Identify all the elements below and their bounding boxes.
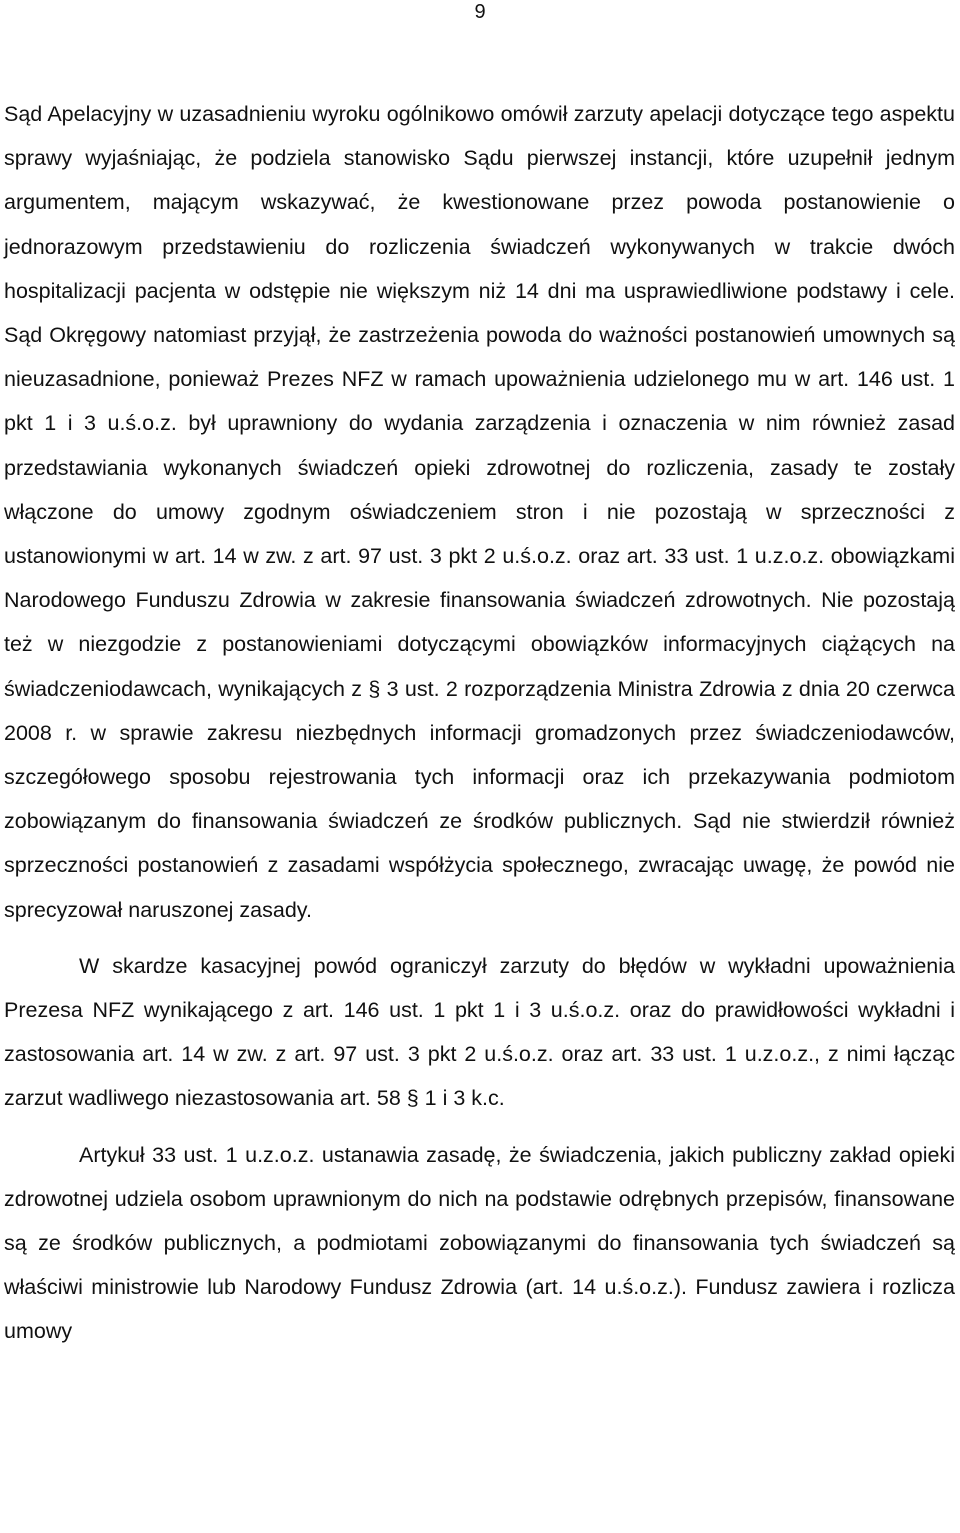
paragraph-gap [4,932,955,944]
page-number: 9 [474,1,486,23]
paragraph-2: W skardze kasacyjnej powód ograniczył zarzuty do błędów w wykładni upoważnienia Prezesa NFZ wynikającego z art. 146 ust. 1 pkt 1 i 3 u.ś.o.z. oraz do prawidłowości wykładni i zastosowania art. 14 w zw. z art. 97 ust. 3 pkt 2 u.ś.o.z. oraz art. 33 ust. 1 u.z.o.z., z nimi łącząc zarzut wadliwego niezastosowania art. 58 § 1 i 3 k.c. [4,953,955,1111]
document-body [4,92,955,1354]
paragraph-1: Sąd Apelacyjny w uzasadnieniu wyroku ogólnikowo omówił zarzuty apelacji dotyczące tego aspektu sprawy wyjaśniając, że podziela stanowisko Sądu pierwszej instancji, które uzupełnił jednym argumentem, mającym wskazywać, że kwestionowane przez powoda postanowienie o jednorazowym przedstawieniu do rozliczenia świadczeń wykonywanych w trakcie dwóch hospitalizacji pacjenta w odstępie nie większym niż 14 dni ma usprawiedliwione podstawy i cele. Sąd Okręgowy natomiast przyjął, że zastrzeżenia powoda do ważności postanowień umownych są nieuzasadnione, ponieważ Prezes NFZ w ramach upoważnienia udzielonego mu w art. 146 ust. 1 pkt 1 i 3 u.ś.o.z. był uprawniony do wydania zarządzenia i oznaczenia w nim również zasad przedstawiania wykonanych świadczeń opieki zdrowotnej do rozliczenia, zasady te zostały włączone do umowy zgodnym oświadczeniem stron i nie pozostają w sprzeczności z ustanowionymi w art. 14 w zw. z art. 97 ust. 3 pkt 2 u.ś.o.z. oraz art. 33 ust. 1 u.z.o.z. obowiązkami Narodowego Funduszu Zdrowia w zakresie finansowania świadczeń zdrowotnych. Nie pozostają też w niezgodzie z postanowieniami dotyczącymi obowiązków informacyjnych ciążących na świadczeniodawcach, wynikających z § 3 ust. 2 rozporządzenia Ministra Zdrowia z dnia 20 czerwca 2008 r. w sprawie zakresu niezbędnych informacji gromadzonych przez świadczeniodawców, szczegółowego sposobu rejestrowania tych informacji oraz ich przekazywania podmiotom zobowiązanym do finansowania świadczeń ze środków publicznych. Sąd nie stwierdził również sprzeczności postanowień z zasadami współżycia społecznego, zwracając uwagę, że powód nie sprecyzował naruszonej zasady. [4,102,955,922]
paragraph-gap [4,1121,955,1133]
paragraph-3: Artykuł 33 ust. 1 u.z.o.z. ustanawia zasadę, że świadczenia, jakich publiczny zakład opieki zdrowotnej udziela osobom uprawnionym do nich na podstawie odrębnych przepisów, finansowane są ze środków publicznych, a podmiotami zobowiązanymi do finansowania tych świadczeń są właściwi ministrowie lub Narodowy Fundusz Zdrowia (art. 14 u.ś.o.z.). Fundusz zawiera i rozlicza umowy [4,1142,955,1344]
